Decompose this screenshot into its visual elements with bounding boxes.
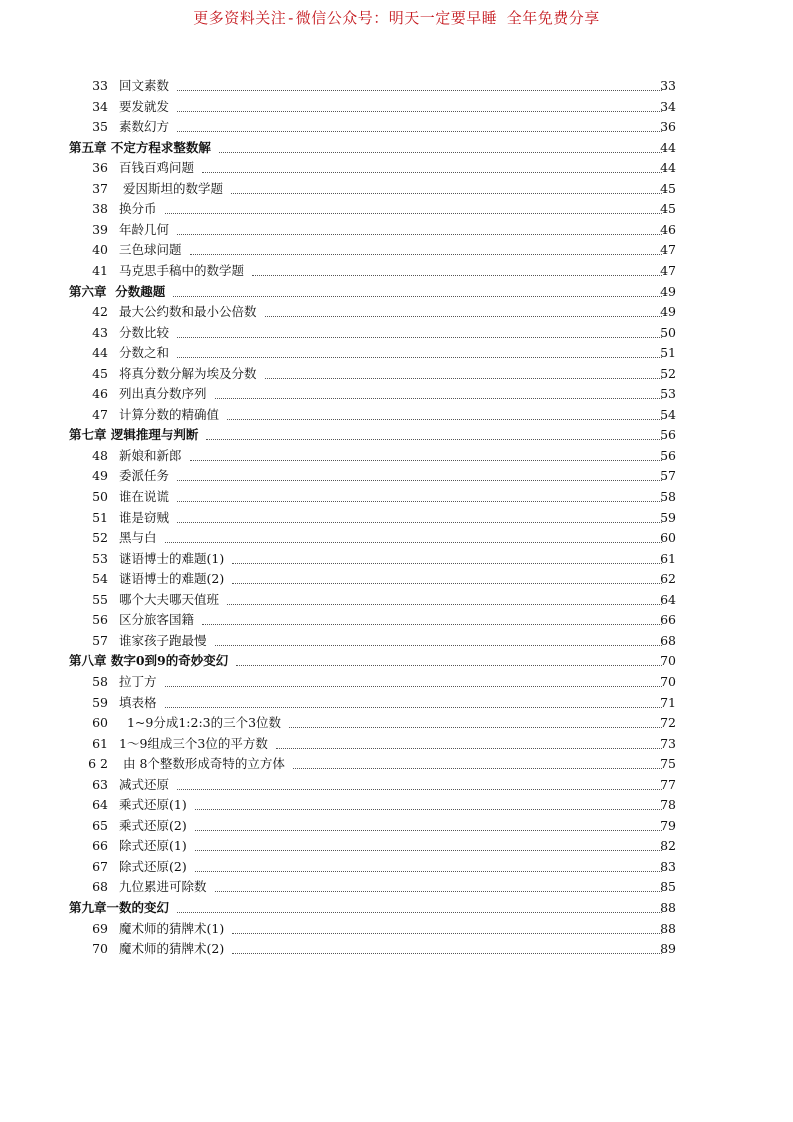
dot-leader — [177, 480, 662, 481]
dot-leader — [215, 891, 662, 892]
entry-number: 52 — [92, 530, 108, 546]
page-number: 34 — [660, 98, 676, 114]
toc-entry-row[interactable] — [0, 611, 793, 629]
dot-leader — [215, 398, 662, 399]
toc-entry-row[interactable] — [0, 529, 793, 547]
dot-leader — [265, 316, 662, 317]
page-number: 36 — [660, 119, 676, 135]
dot-leader — [265, 378, 662, 379]
entry-title: 黑与白 — [119, 530, 157, 546]
entry-title: 要发就发 — [119, 98, 170, 114]
dot-leader — [231, 193, 662, 194]
entry-title: 分数之和 — [119, 345, 170, 361]
page-number: 49 — [660, 304, 676, 320]
page-number: 62 — [660, 571, 676, 587]
entry-title: 区分旅客国籍 — [119, 612, 195, 628]
page-number: 57 — [660, 468, 676, 484]
entry-number: 42 — [92, 304, 108, 320]
page-number: 44 — [660, 160, 676, 176]
dot-leader — [177, 357, 662, 358]
dot-leader — [177, 131, 662, 132]
dot-leader — [195, 871, 662, 872]
entry-title: 百钱百鸡问题 — [119, 160, 195, 176]
chapter-title: 第九章一数的变幻 — [69, 900, 170, 915]
dot-leader — [227, 604, 662, 605]
entry-title: 填表格 — [119, 694, 157, 710]
toc-chapter-row[interactable] — [0, 652, 793, 670]
entry-number: 65 — [92, 817, 108, 833]
dot-leader — [165, 686, 662, 687]
toc-entry-row[interactable] — [0, 77, 793, 95]
dot-leader — [215, 645, 662, 646]
page-number: 49 — [660, 283, 676, 299]
toc-entry-row[interactable] — [0, 878, 793, 896]
entry-number: 41 — [92, 262, 108, 278]
page-number: 85 — [660, 879, 676, 895]
page-number: 53 — [660, 386, 676, 402]
toc-entry-row[interactable] — [0, 755, 793, 773]
entry-number: 37 — [92, 180, 108, 196]
page-number: 70 — [660, 653, 676, 669]
entry-number: 68 — [92, 879, 108, 895]
dot-leader — [293, 768, 662, 769]
toc-entry-row[interactable] — [0, 940, 793, 958]
entry-title: 由 8个整数形成奇特的立方体 — [119, 756, 285, 772]
entry-title: 爱因斯坦的数学题 — [119, 180, 223, 196]
entry-number: 45 — [92, 365, 108, 381]
dot-leader — [236, 665, 662, 666]
entry-title: 计算分数的精确值 — [119, 406, 220, 422]
chapter-title: 第七章 逻辑推理与判断 — [69, 427, 199, 443]
toc-entry-row[interactable] — [0, 776, 793, 794]
toc-entry-row[interactable] — [0, 303, 793, 321]
toc-entry-row[interactable] — [0, 118, 793, 136]
chapter-title: 第八章 数字0到9的奇妙变幻 — [69, 653, 229, 669]
page-number: 56 — [660, 427, 676, 443]
page-number: 72 — [660, 715, 676, 731]
dot-leader — [165, 707, 662, 708]
dot-leader — [232, 583, 662, 584]
dot-leader — [232, 933, 662, 934]
entry-title: 马克思手稿中的数学题 — [119, 262, 245, 278]
entry-number: 56 — [92, 612, 108, 628]
page-number: 61 — [660, 550, 676, 566]
dot-leader — [202, 172, 662, 173]
page-number: 47 — [660, 242, 676, 258]
toc-entry-row[interactable] — [0, 488, 793, 506]
entry-number: 70 — [92, 941, 108, 957]
entry-title: 最大公约数和最小公倍数 — [119, 304, 257, 320]
entry-title: 九位累进可除数 — [119, 879, 207, 895]
entry-number: 34 — [92, 98, 108, 114]
entry-title: 哪个大夫哪天值班 — [119, 591, 220, 607]
entry-number: 63 — [92, 776, 108, 792]
dot-leader — [177, 789, 662, 790]
page-number: 51 — [660, 345, 676, 361]
entry-title: 1～9组成三个3位的平方数 — [119, 735, 268, 751]
entry-title: 乘式还原(2) — [119, 817, 187, 833]
page-number: 45 — [660, 201, 676, 217]
chapter-title: 第六章 分数趣题 — [69, 283, 166, 299]
dot-leader — [190, 254, 662, 255]
dot-leader — [177, 912, 662, 913]
entry-number: 57 — [92, 632, 108, 648]
toc-entry-row[interactable] — [0, 324, 793, 342]
dot-leader — [177, 111, 662, 112]
toc-entry-row[interactable] — [0, 673, 793, 691]
entry-title: 回文素数 — [119, 78, 170, 93]
entry-number: 43 — [92, 324, 108, 340]
chapter-title: 第五章 不定方程求整数解 — [69, 139, 211, 155]
dot-leader — [195, 809, 662, 810]
page-number: 88 — [660, 900, 676, 915]
toc-entry-row[interactable] — [0, 221, 793, 239]
promo-banner: 更多资料关注-微信公众号：明天一定要早睡 全年免费分享 — [193, 9, 600, 27]
entry-title: 减式还原 — [119, 776, 170, 792]
toc-entry-row[interactable] — [0, 365, 793, 383]
page-number: 54 — [660, 406, 676, 422]
page-number: 68 — [660, 632, 676, 648]
toc-entry-row[interactable] — [0, 467, 793, 485]
toc-entry-row[interactable] — [0, 159, 793, 177]
toc-entry-row[interactable] — [0, 714, 793, 732]
toc-entry-row[interactable] — [0, 735, 793, 753]
dot-leader — [195, 850, 662, 851]
entry-number: 40 — [92, 242, 108, 258]
entry-number: 60 — [92, 715, 108, 731]
dot-leader — [276, 748, 662, 749]
entry-number: 66 — [92, 838, 108, 854]
dot-leader — [177, 501, 662, 502]
entry-number: 6 2 — [88, 756, 108, 772]
toc-entry-row[interactable] — [0, 180, 793, 198]
dot-leader — [195, 830, 662, 831]
entry-title: 分数比较 — [119, 324, 170, 340]
toc-chapter-row[interactable] — [0, 426, 793, 444]
dot-leader — [227, 419, 662, 420]
entry-number: 46 — [92, 386, 108, 402]
entry-title: 魔术师的猜牌术(1) — [119, 920, 225, 936]
toc-entry-row[interactable] — [0, 344, 793, 362]
page-number: 64 — [660, 591, 676, 607]
toc-entry-row[interactable] — [0, 796, 793, 814]
page-number: 47 — [660, 262, 676, 278]
entry-title: 谜语博士的难题(2) — [119, 571, 225, 587]
entry-title: 除式还原(2) — [119, 858, 187, 874]
dot-leader — [289, 727, 662, 728]
dot-leader — [202, 624, 662, 625]
entry-title: 三色球问题 — [119, 242, 182, 258]
entry-title: 新娘和新郎 — [119, 447, 182, 463]
page-number: 83 — [660, 858, 676, 874]
entry-title: 谁是窃贼 — [119, 509, 170, 525]
entry-title: 魔术师的猜牌术(2) — [119, 941, 225, 957]
page-number: 88 — [660, 920, 676, 936]
entry-number: 38 — [92, 201, 108, 217]
page-number: 45 — [660, 180, 676, 196]
dot-leader — [177, 90, 662, 91]
toc-entry-row[interactable] — [0, 241, 793, 259]
entry-title: 乘式还原(1) — [119, 797, 187, 813]
toc-entry-row[interactable] — [0, 858, 793, 876]
entry-number: 47 — [92, 406, 108, 422]
entry-title: 谜语博士的难题(1) — [119, 550, 225, 566]
toc-entry-row[interactable] — [0, 817, 793, 835]
page-number: 79 — [660, 817, 676, 833]
entry-number: 61 — [92, 735, 108, 751]
entry-title: 谁在说谎 — [119, 489, 170, 504]
entry-number: 53 — [92, 550, 108, 566]
toc-entry-row[interactable] — [0, 385, 793, 403]
toc-entry-row[interactable] — [0, 406, 793, 424]
page-number: 66 — [660, 612, 676, 628]
toc-entry-row[interactable] — [0, 920, 793, 938]
entry-number: 39 — [92, 221, 108, 237]
toc-entry-row[interactable] — [0, 262, 793, 280]
entry-number: 58 — [92, 673, 108, 689]
dot-leader — [165, 542, 662, 543]
entry-number: 50 — [92, 489, 108, 504]
toc-entry-row[interactable] — [0, 509, 793, 527]
entry-number: 33 — [92, 78, 108, 93]
dot-leader — [206, 439, 662, 440]
toc-chapter-row[interactable] — [0, 283, 793, 301]
entry-number: 44 — [92, 345, 108, 361]
entry-number: 69 — [92, 920, 108, 936]
page-number: 33 — [660, 78, 676, 93]
toc-entry-row[interactable] — [0, 550, 793, 568]
dot-leader — [252, 275, 662, 276]
entry-title: 1~9分成1:2:3的三个3位数 — [119, 715, 282, 731]
page-number: 71 — [660, 694, 676, 710]
toc-entry-row[interactable] — [0, 694, 793, 712]
toc-entry-row[interactable] — [0, 591, 793, 609]
dot-leader — [232, 563, 662, 564]
page-number: 56 — [660, 447, 676, 463]
entry-title: 列出真分数序列 — [119, 386, 207, 402]
page-number: 44 — [660, 139, 676, 155]
entry-number: 55 — [92, 591, 108, 607]
dot-leader — [173, 296, 662, 297]
page-number: 77 — [660, 776, 676, 792]
dot-leader — [177, 522, 662, 523]
dot-leader — [177, 337, 662, 338]
dot-leader — [232, 953, 662, 954]
toc-entry-row[interactable] — [0, 98, 793, 116]
entry-title: 年龄几何 — [119, 221, 170, 237]
page-number: 89 — [660, 941, 676, 957]
dot-leader — [219, 152, 662, 153]
page-number: 58 — [660, 489, 676, 504]
page-number: 75 — [660, 756, 676, 772]
toc-entry-row[interactable] — [0, 837, 793, 855]
page-number: 78 — [660, 797, 676, 813]
dot-leader — [177, 234, 662, 235]
dot-leader — [190, 460, 662, 461]
entry-number: 49 — [92, 468, 108, 484]
entry-title: 换分币 — [119, 201, 157, 217]
toc-entry-row[interactable] — [0, 570, 793, 588]
toc-chapter-row[interactable] — [0, 899, 793, 917]
page-number: 50 — [660, 324, 676, 340]
toc-entry-row[interactable] — [0, 447, 793, 465]
entry-title: 将真分数分解为埃及分数 — [119, 365, 257, 381]
dot-leader — [165, 213, 662, 214]
entry-number: 48 — [92, 447, 108, 463]
entry-title: 素数幻方 — [119, 119, 170, 135]
toc-entry-row[interactable] — [0, 200, 793, 218]
entry-title: 谁家孩子跑最慢 — [119, 632, 207, 648]
entry-number: 54 — [92, 571, 108, 587]
page-number: 82 — [660, 838, 676, 854]
entry-number: 35 — [92, 119, 108, 135]
toc-chapter-row[interactable] — [0, 139, 793, 157]
page-number: 60 — [660, 530, 676, 546]
page-number: 59 — [660, 509, 676, 525]
entry-number: 59 — [92, 694, 108, 710]
entry-title: 委派任务 — [119, 468, 170, 484]
entry-number: 36 — [92, 160, 108, 176]
toc-entry-row[interactable] — [0, 632, 793, 650]
entry-number: 67 — [92, 858, 108, 874]
page-number: 46 — [660, 221, 676, 237]
entry-title: 除式还原(1) — [119, 838, 187, 854]
entry-title: 拉丁方 — [119, 673, 157, 689]
entry-number: 64 — [92, 797, 108, 813]
entry-number: 51 — [92, 509, 108, 525]
page-number: 70 — [660, 673, 676, 689]
page-number: 73 — [660, 735, 676, 751]
page-number: 52 — [660, 365, 676, 381]
